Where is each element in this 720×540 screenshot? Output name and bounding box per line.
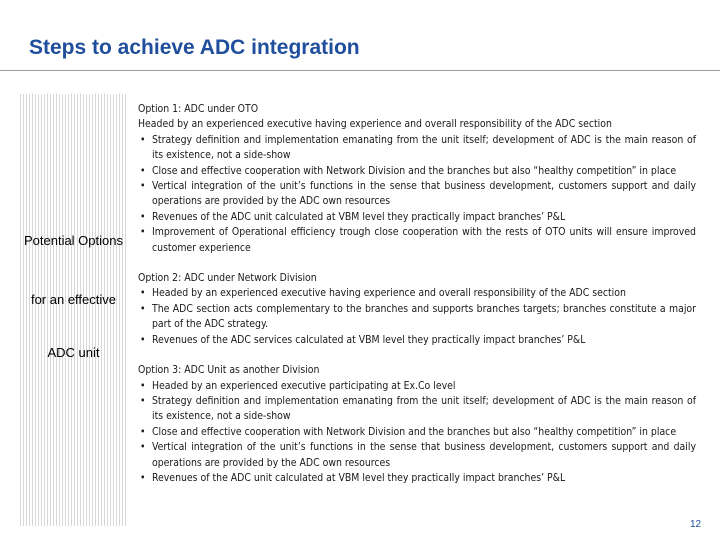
page-number: 12 (690, 519, 702, 530)
option-1-bullets (138, 133, 696, 256)
list-item: • Revenues of the ADC unit calculated at VBM level they practically impact branches’ P&L (138, 471, 696, 486)
option-3-bullets (138, 379, 696, 487)
list-item: • Headed by an experienced executive participating at Ex.Co level (138, 379, 696, 394)
list-item: • Headed by an experienced executive having experience and overall responsibility of the ADC section (138, 286, 696, 301)
list-item: • Improvement of Operational efficiency trough close cooperation with the rests of OTO units will ensure improved customer experience (138, 225, 696, 256)
list-item: • Revenues of the ADC unit calculated at VBM level they practically impact branches’ P&L (138, 210, 696, 225)
option-2-bullets (138, 286, 696, 348)
option-2-block (138, 271, 696, 348)
option-1-block (138, 102, 696, 256)
left-label-for-an-effective: for an effective (30, 292, 117, 307)
list-item: • Strategy definition and implementation emanating from the unit itself; development of ADC is the main reason of its existence, not a side-show (138, 133, 696, 164)
option-3-title: Option 3: ADC Unit as another Division (138, 364, 320, 377)
list-item: • Vertical integration of the unit’s functions in the sense that business development, customers support and daily operations are provided by the ADC own resources (138, 179, 696, 210)
option-1-head: Headed by an experienced executive having experience and overall responsibility of the ADC section (138, 118, 612, 131)
left-side-panel (20, 94, 127, 526)
page-title: Steps to achieve ADC integration (29, 36, 360, 59)
option-3-block (138, 363, 696, 486)
list-item: • Close and effective cooperation with Network Division and the branches but also “healthy competition” in place (138, 164, 696, 179)
list-item: • Vertical integration of the unit’s functions in the sense that business development, customers support and daily operations are provided by the ADC own resources (138, 440, 696, 471)
options-content (138, 102, 696, 486)
left-label-adc-unit: ADC unit (47, 345, 100, 360)
list-item: • Strategy definition and implementation emanating from the unit itself; development of ADC is the main reason of its existence, not a side-show (138, 394, 696, 425)
list-item: • Close and effective cooperation with Network Division and the branches but also “healthy competition” in place (138, 425, 696, 440)
list-item: • The ADC section acts complementary to the branches and supports branches targets; branches constitute a major part of the ADC strategy. (138, 302, 696, 333)
list-item: • Revenues of the ADC services calculated at VBM level they practically impact branches’ P&L (138, 333, 696, 348)
left-label-potential-options: Potential Options (23, 233, 123, 248)
option-2-title: Option 2: ADC under Network Division (138, 272, 317, 285)
title-divider (0, 70, 720, 71)
option-1-title: Option 1: ADC under OTO (138, 103, 259, 115)
